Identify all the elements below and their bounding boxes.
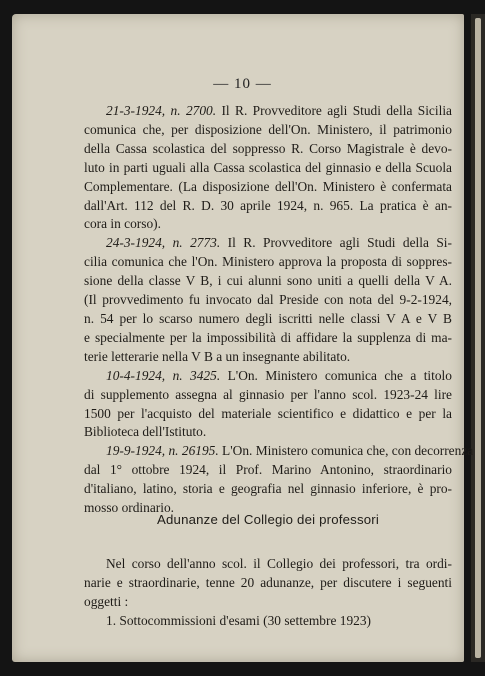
entry-line: cora in corso). [84, 216, 161, 232]
entry-line: dal 1° ottobre 1924, il Prof. Marino Antonino, straordinario [84, 462, 452, 478]
entry-line: luto in parti uguali alla Cassa scolastica del ginnasio e della Scuola [84, 159, 452, 175]
page-number: — 10 — [213, 76, 272, 92]
entry-line: dall'Art. 112 del R. D. 30 aprile 1924, n. 965. La pratica è an- [84, 197, 452, 213]
body-line: oggetti : [84, 593, 129, 609]
entry-reference: 10-4-1924, n. 3425. [106, 367, 221, 383]
entry-line: cilia comunica che l'On. Ministero approva la proposta di soppres- [84, 254, 452, 270]
entry-reference: 19-9-1924, n. 26195. [106, 443, 219, 459]
entry-line: (Il provvedimento fu invocato dal Preside con nota del 9-2-1924, [84, 292, 452, 308]
entry-line: 1500 per l'acquisto del materiale scientifico e didattico e per la [84, 405, 452, 421]
entry-line: comunica che, per disposizione dell'On. Ministero, il patrimonio [84, 121, 452, 137]
entry-line: e specialmente per la impossibilità di affidare la supplenza di ma- [84, 329, 452, 345]
entry-line: n. 54 per lo scarso numero degli iscritti nelle classi V A e V B [84, 310, 452, 326]
entry-line: mosso ordinario. [84, 500, 175, 516]
entry-line: Complementare. (La disposizione dell'On. Ministero è confermata [84, 178, 452, 194]
entry-line: sione della classe V B, i cui alunni sono uniti a quelli della V A. [84, 273, 452, 289]
entry-line: d'italiano, latino, storia e geografia nel ginnasio inferiore, è pro- [84, 481, 452, 497]
entry-reference: 24-3-1924, n. 2773. [106, 235, 221, 251]
entry-reference: 21-3-1924, n. 2700. [106, 103, 217, 118]
entry-line: terie letterarie nella V B a un insegnante abilitato. [84, 348, 351, 364]
list-item: 1. Sottocommissioni d'esami (30 settembre 1923) [106, 612, 371, 628]
entry-line: della Cassa scolastica del soppresso R. Corso Magistrale è devo- [84, 140, 452, 156]
entry-line: 24-3-1924, n. 2773. Il R. Provveditore agli Studi della Si- [106, 235, 452, 251]
correspondence-entries [84, 102, 474, 518]
entry-line: di supplemento assegna al ginnasio per l'anno scol. 1923-24 lire [84, 386, 452, 402]
section-body [84, 555, 452, 631]
entry-line: Biblioteca dell'Istituto. [84, 424, 207, 440]
entry-line: 19-9-1924, n. 26195. L'On. Ministero comunica che, con decorrenza [106, 443, 474, 459]
section-heading: Adunanze del Collegio dei professori [157, 512, 379, 527]
entry-line: 21-3-1924, n. 2700. Il R. Provveditore agli Studi della Sicilia [106, 103, 452, 118]
next-page-edge [475, 18, 481, 658]
body-line: Nel corso dell'anno scol. il Collegio dei professori, tra ordi- [106, 556, 452, 571]
body-line: narie e straordinarie, tenne 20 adunanze, per discutere i seguenti [84, 574, 452, 590]
entry-line: 10-4-1924, n. 3425. L'On. Ministero comunica che a titolo [106, 367, 452, 383]
